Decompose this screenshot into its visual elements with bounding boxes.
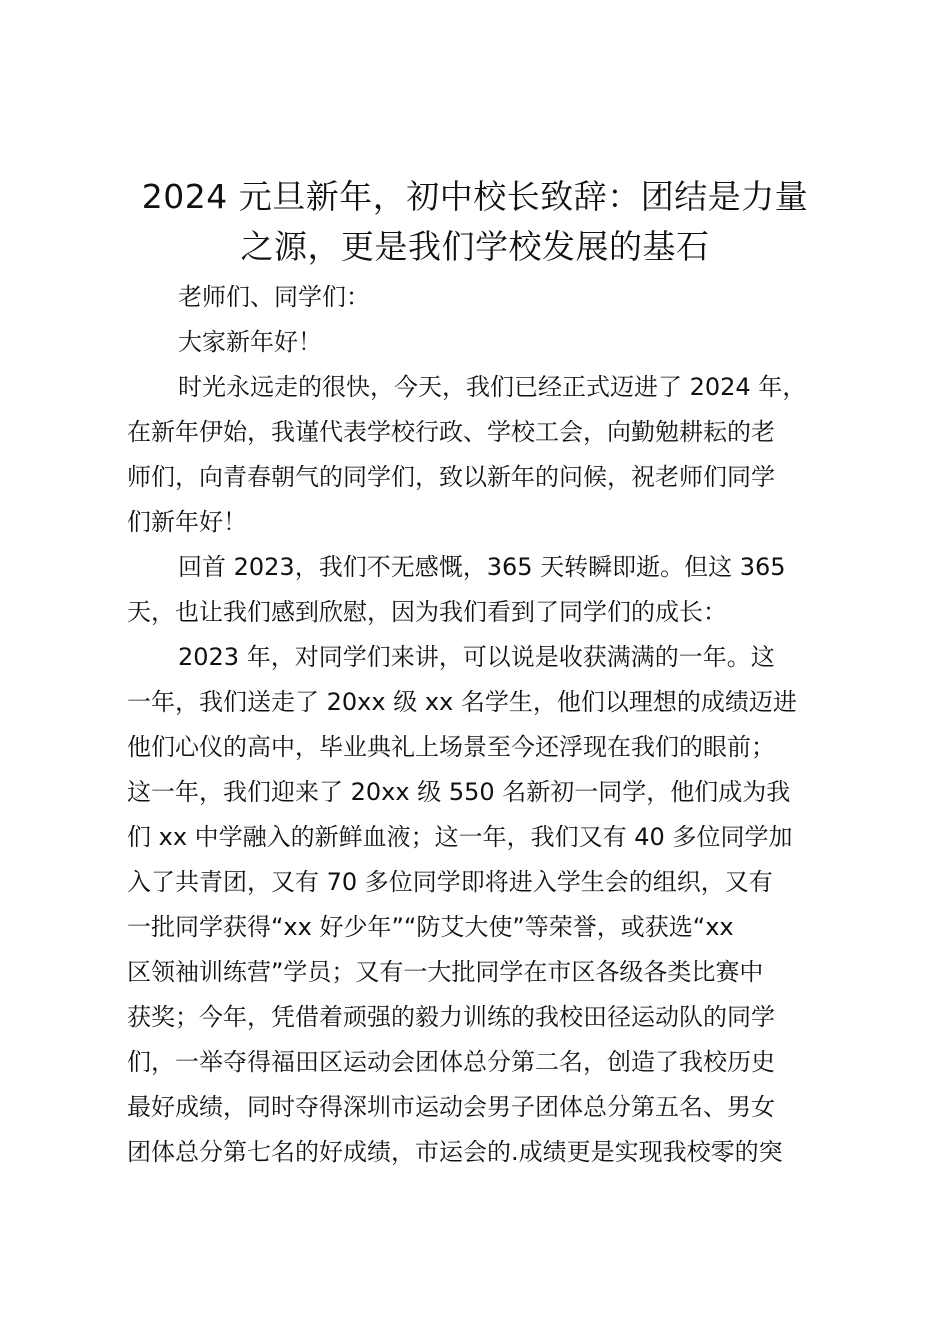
paragraph-line: 这一年，我们迎来了 20xx 级 550 名新初一同学，他们成为我 (127, 778, 791, 806)
paragraph-line: 们新年好！ (127, 508, 247, 536)
paragraph-line: 们 xx 中学融入的新鲜血液；这一年，我们又有 40 多位同学加 (127, 823, 793, 851)
document-body (127, 275, 839, 1175)
paragraph-line: 一批同学获得“xx 好少年”“防艾大使”等荣誉，或获选“xx (127, 913, 734, 941)
paragraph-line: 区领袖训练营”学员；又有一大批同学在市区各级各类比赛中 (127, 958, 764, 986)
paragraph-line: 入了共青团，又有 70 多位同学即将进入学生会的组织，又有 (127, 868, 773, 896)
document-title (100, 172, 850, 272)
paragraph-line: 在新年伊始，我谨代表学校行政、学校工会，向勤勉耕耘的老 (127, 418, 775, 446)
paragraph (127, 545, 839, 635)
paragraph (127, 365, 839, 545)
paragraph-line: 回首 2023，我们不无感慨，365 天转瞬即逝。但这 365 (178, 553, 786, 581)
paragraph-line: 一年，我们送走了 20xx 级 xx 名学生，他们以理想的成绩迈进 (127, 688, 797, 716)
paragraph-line: 师们，向青春朝气的同学们，致以新年的问候，祝老师们同学 (127, 463, 775, 491)
title-line-2: 之源，更是我们学校发展的基石 (240, 227, 710, 266)
paragraph-line: 时光永远走的很快，今天，我们已经正式迈进了 2024 年， (178, 373, 807, 401)
paragraph (127, 635, 839, 1175)
paragraph-line: 老师们、同学们： (178, 283, 370, 311)
paragraph-line: 们，一举夺得福田区运动会团体总分第二名，创造了我校历史 (127, 1048, 775, 1076)
paragraph-line: 团体总分第七名的好成绩，市运会的.成绩更是实现我校零的突 (127, 1138, 783, 1166)
paragraph-line: 他们心仪的高中，毕业典礼上场景至今还浮现在我们的眼前； (127, 733, 775, 761)
paragraph-line: 2023 年，对同学们来讲，可以说是收获满满的一年。这 (178, 643, 775, 671)
greeting (127, 320, 839, 365)
paragraph-line: 获奖；今年，凭借着顽强的毅力训练的我校田径运动队的同学 (127, 1003, 775, 1031)
salutation (127, 275, 839, 320)
paragraph-line: 大家新年好！ (178, 328, 322, 356)
paragraph-line: 最好成绩，同时夺得深圳市运动会男子团体总分第五名、男女 (127, 1093, 775, 1121)
paragraph-line: 天，也让我们感到欣慰，因为我们看到了同学们的成长： (127, 598, 727, 626)
title-line-1: 2024 元旦新年，初中校长致辞：团结是力量 (141, 177, 809, 216)
